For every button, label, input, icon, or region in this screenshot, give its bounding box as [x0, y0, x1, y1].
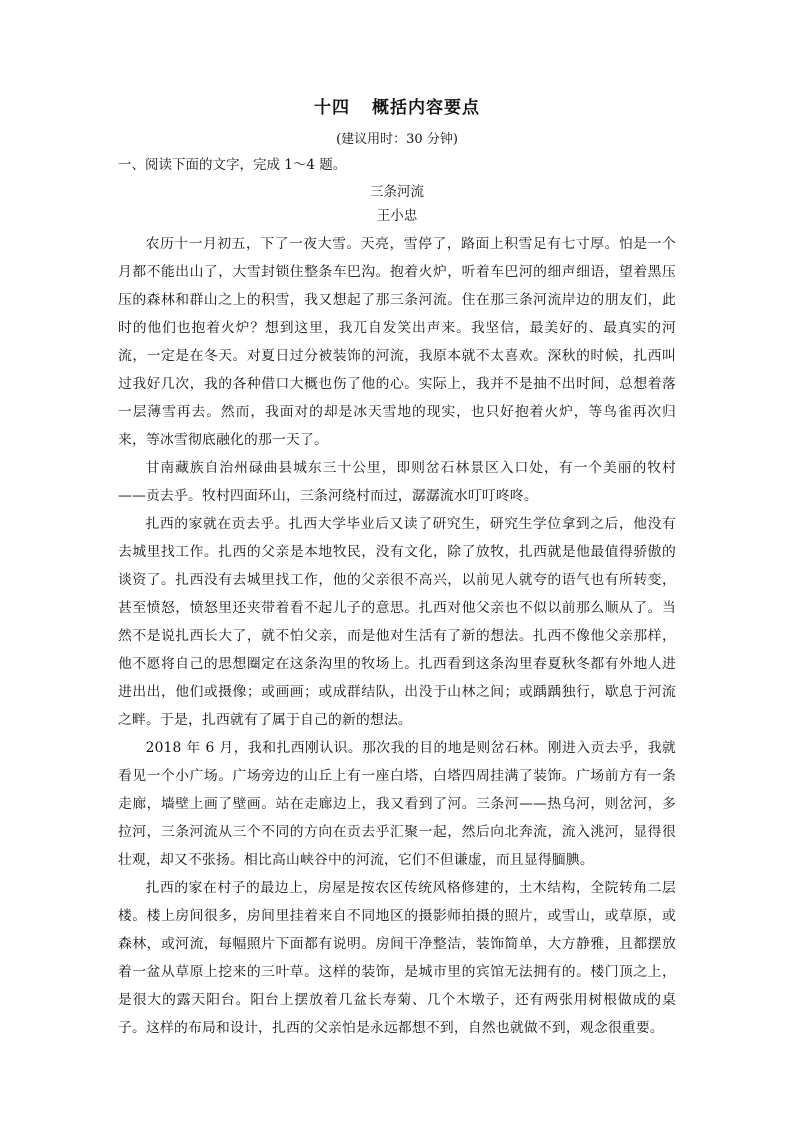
paragraph: 2018 年 6 月，我和扎西刚认识。那次我的目的地是则岔石林。刚进入贡去乎，我就看见一个小广场。广场旁边的山丘上有一座白塔，白塔四周挂满了装饰。广场前方有一条走廊，墙壁上画了壁画。站在走廊边上，我又看到了河。三条河——热乌河，则岔河，多拉河，三条河流从三个不同的方向在贡去乎汇聚一起，然后向北奔流，流入洮河，显得很壮观，却又不张扬。相比高山峡谷中的河流，它们不但谦虚，而且显得腼腆。	[118, 740, 676, 868]
article-title: 三条河流	[370, 184, 424, 200]
paragraph: 农历十一月初五，下了一夜大雪。天亮，雪停了，路面上积雪足有七寸厚。怕是一个月都不能出山了，大雪封锁住整条车巴沟。抱着火炉，听着车巴河的细声细语，望着黑压压的森林和群山之上的积雪，我又想起了那三条河流。住在那三条河流岸边的朋友们，此时的他们也抱着火炉？想到这里，我兀自发笑出声来。我坚信，最美好的、最真实的河流，一定是在冬天。对夏日过分被装饰的河流，我原本就不太喜欢。深秋的时候，扎西叫过我好几次，我的各种借口大概也伤了他的心。实际上，我并不是抽不出时间，总想着落一层薄雪再去。然而，我面对的却是冰天雪地的现实，也只好抱着火炉，等鸟雀再次归来，等冰雪彻底融化的那一天了。	[118, 236, 676, 448]
paragraph: 扎西的家在村子的最边上，房屋是按农区传统风格修建的，土木结构，全院转角二层楼。楼上房间很多，房间里挂着来自不同地区的摄影师拍摄的照片，或雪山，或草原，或森林，或河流，每幅照片下面都有说明。房间干净整洁，装饰简单，大方静雅，且都摆放着一盆从草原上挖来的三叶草。这样的装饰，是城市里的宾馆无法拥有的。楼门顶之上，是很大的露天阳台。阳台上摆放着几盆长寿菊、几个木墩子，还有两张用树根做成的桌子。这样的布局和设计，扎西的父亲怕是永远都想不到，自然也就做不到，观念很重要。	[118, 880, 676, 1036]
document-page	[118, 96, 676, 1042]
time-hint: (建议用时：30 分钟)	[336, 132, 458, 147]
article-author: 王小忠	[376, 208, 418, 224]
paragraph: 扎西的家就在贡去乎。扎西大学毕业后又读了研究生，研究生学位拿到之后，他没有去城里找工作。扎西的父亲是本地牧民，没有文化，除了放牧，扎西就是他最值得骄傲的谈资了。扎西没有去城里找工作，他的父亲很不高兴，以前见人就夸的语气也有所转变，甚至愤怒，愤怒里还夹带着看不起儿子的意思。扎西对他父亲也不似以前那么顺从了。当然不是说扎西长大了，就不怕父亲，而是他对生活有了新的想法。扎西不像他父亲那样，他不愿将自己的思想圈定在这条沟里的牧场上。扎西看到这条沟里春夏秋冬都有外地人进进出出，他们或摄像；或画画；或成群结队，出没于山林之间；或踽踽独行，歇息于河流之畔。于是，扎西就有了属于自己的新的想法。	[118, 516, 676, 728]
lesson-number: 十四	[314, 98, 350, 118]
lesson-topic: 概括内容要点	[372, 98, 480, 118]
lesson-title	[118, 96, 676, 120]
question-instruction: 一、阅读下面的文字，完成 1～4 题。	[118, 157, 347, 173]
paragraph: 甘南藏族自治州碌曲县城东三十公里，即则岔石林景区入口处，有一个美丽的牧村——贡去乎。牧村四面环山，三条河绕村而过，潺潺流水叮叮咚咚。	[118, 460, 676, 504]
